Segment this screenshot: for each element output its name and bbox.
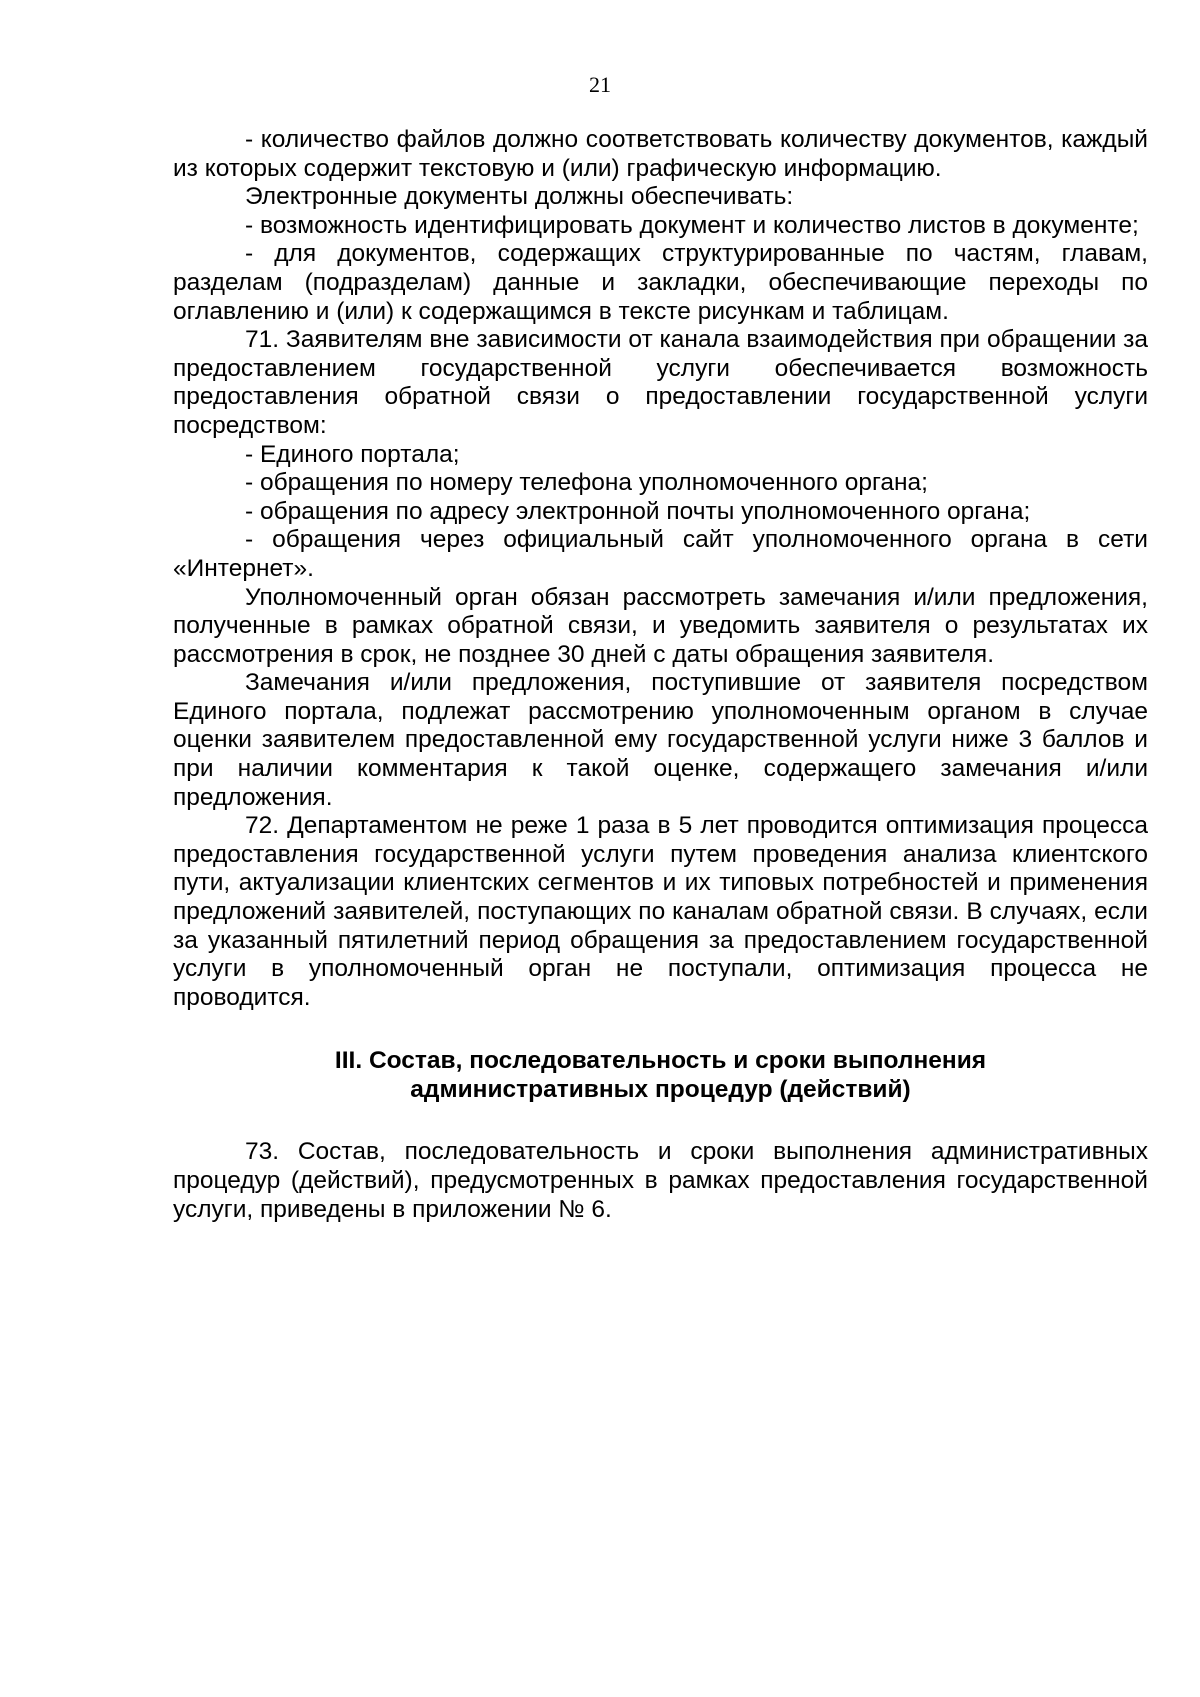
section-heading-line2: административных процедур (действий) bbox=[410, 1076, 911, 1104]
paragraph-files-count: - количество файлов должно соответствовать количеству документов, каждый из которых содержит текстовую и (или) графическую информацию. bbox=[173, 126, 1148, 182]
document-body bbox=[173, 126, 1148, 1224]
paragraph-71-feedback: 71. Заявителям вне зависимости от канала взаимодействия при обращении за предоставлением государственной услуги обеспечивается возможность предоставления обратной связи о предоставлении государственной услуги посредством: bbox=[173, 326, 1148, 439]
list-item-email: - обращения по адресу электронной почты уполномоченного органа; bbox=[245, 497, 1031, 525]
paragraph-73-procedures: 73. Состав, последовательность и сроки выполнения административных процедур (действий), предусмотренных в рамках предоставления государственной услуги, приведены в приложении № 6. bbox=[173, 1138, 1148, 1223]
paragraph-edocs-intro: Электронные документы должны обеспечивать: bbox=[245, 183, 794, 211]
section-heading bbox=[173, 1046, 1148, 1104]
list-item-phone: - обращения по номеру телефона уполномоченного органа; bbox=[245, 469, 928, 497]
paragraph-review-period: Уполномоченный орган обязан рассмотреть замечания и/или предложения, полученные в рамках обратной связи, и уведомить заявителя о результатах их рассмотрения в срок, не позднее 30 дней с даты обращения заявителя. bbox=[173, 583, 1148, 668]
paragraph-portal-remarks: Замечания и/или предложения, поступившие от заявителя посредством Единого портала, подлежат рассмотрению уполномоченным органом в случае оценки заявителем предоставленной ему государственной услуги ниже 3 баллов и при наличии комментария к такой оценке, содержащего замечания и/или предложения. bbox=[173, 669, 1148, 811]
paragraph-72-optimization: 72. Департаментом не реже 1 раза в 5 лет проводится оптимизация процесса предоставления государственной услуги путем проведения анализа клиентского пути, актуализации клиентских сегментов и их типовых потребностей и применения предложений заявителей, поступающих по каналам обратной связи. В случаях, если за указанный пятилетний период обращения за предоставлением государственной услуги в уполномоченный орган не поступали, оптимизация процесса не проводится. bbox=[173, 812, 1148, 1011]
section-heading-line1: III. Состав, последовательность и сроки выполнения bbox=[334, 1047, 987, 1075]
paragraph-edocs-structure: - для документов, содержащих структурированные по частям, главам, разделам (подразделам) данные и закладки, обеспечивающие переходы по оглавлению и (или) к содержащимся в тексте рисункам и таблицам. bbox=[173, 240, 1148, 325]
page-number: 21 bbox=[589, 72, 611, 97]
list-item-portal: - Единого портала; bbox=[245, 440, 460, 468]
list-item-website: - обращения через официальный сайт уполномоченного органа в сети «Интернет». bbox=[173, 526, 1148, 582]
paragraph-edocs-identify: - возможность идентифицировать документ и количество листов в документе; bbox=[245, 211, 1139, 239]
